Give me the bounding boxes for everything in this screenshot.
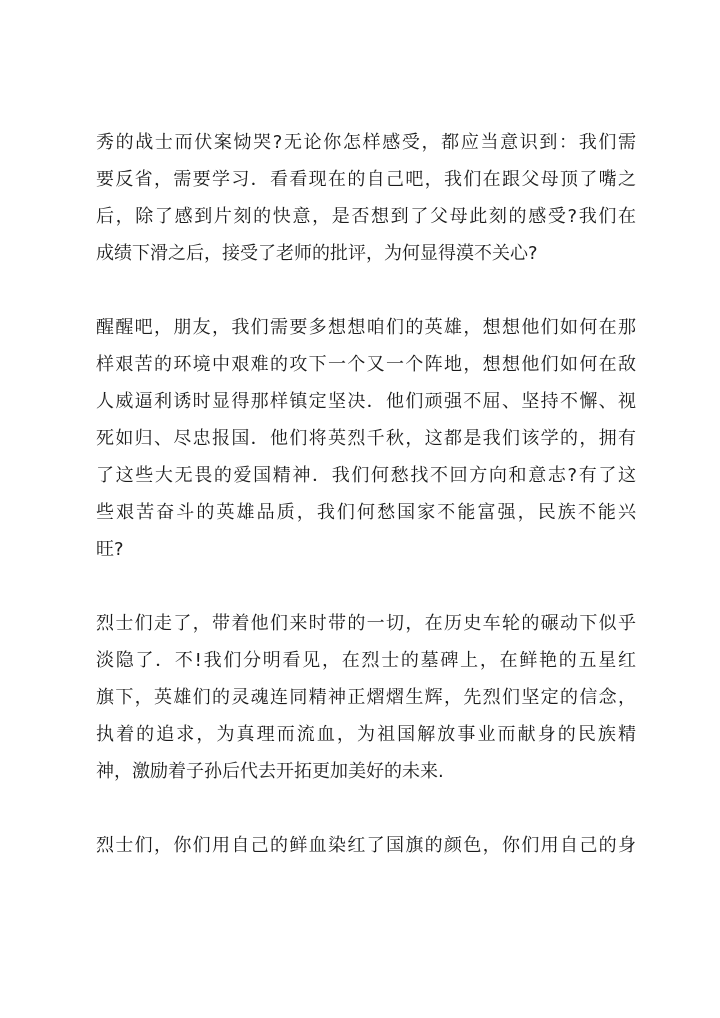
paragraph-2-line-1: 醒醒吧，朋友，我们需要多想想咱们的英雄，想想他们如何在那: [96, 317, 636, 338]
paragraph-3-line-1: 烈士们走了，带着他们来时带的一切，在历史车轮的碾动下似乎: [96, 613, 636, 634]
paragraph-2-line-2: 样艰苦的环境中艰难的攻下一个又一个阵地，想想他们如何在敌: [96, 354, 636, 375]
paragraph-4-line-1: 烈士们，你们用自己的鲜血染红了国旗的颜色，你们用自己的身: [96, 835, 636, 856]
paragraph-3-line-4: 执着的追求，为真理而流血，为祖国解放事业而献身的民族精: [96, 724, 636, 745]
paragraph-2-line-3: 人威逼利诱时显得那样镇定坚决．他们顽强不屈、坚持不懈、视: [96, 391, 636, 412]
paragraph-1-line-3: 后，除了感到片刻的快意，是否想到了父母此刻的感受?我们在: [96, 206, 636, 227]
paragraph-2-line-5: 了这些大无畏的爱国精神．我们何愁找不回方向和意志?有了这: [96, 465, 636, 486]
paragraph-1-line-4: 成绩下滑之后，接受了老师的批评，为何显得漠不关心?: [96, 243, 538, 264]
paragraph-3-line-5: 神，激励着子孙后代去开拓更加美好的未来.: [96, 761, 444, 782]
paragraph-1-line-2: 要反省，需要学习．看看现在的自己吧，我们在跟父母顶了嘴之: [96, 169, 636, 190]
paragraph-2-line-6: 些艰苦奋斗的英雄品质，我们何愁国家不能富强，民族不能兴: [96, 502, 636, 523]
paragraph-1-line-1: 秀的战士而伏案恸哭?无论你怎样感受，都应当意识到：我们需: [96, 132, 636, 153]
paragraph-3-line-3: 旗下，英雄们的灵魂连同精神正熠熠生辉，先烈们坚定的信念，: [96, 687, 636, 708]
paragraph-2-line-4: 死如归、尽忠报国．他们将英烈千秋，这都是我们该学的，拥有: [96, 428, 636, 449]
paragraph-3-line-2: 淡隐了．不!我们分明看见，在烈士的墓碑上，在鲜艳的五星红: [96, 650, 636, 671]
paragraph-2-line-7: 旺?: [96, 539, 124, 560]
